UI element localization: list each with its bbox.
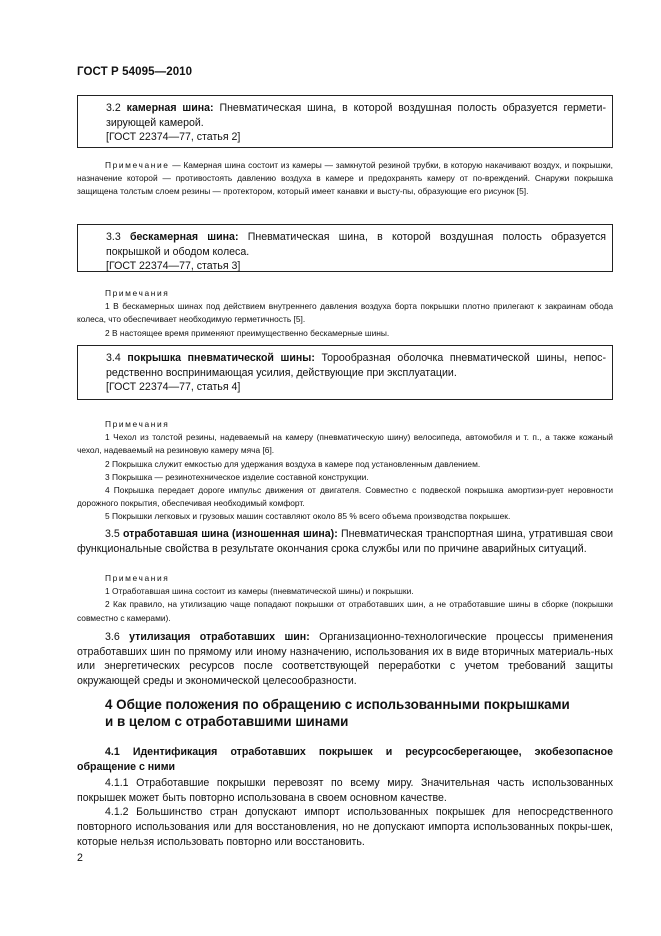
definition-paragraph <box>77 630 613 688</box>
note-item: 3 Покрышка — резинотехническое изделие составной конструкции. <box>105 471 369 482</box>
def-term: камерная шина: <box>126 102 214 114</box>
notes-label: Примечания <box>105 419 170 429</box>
notes-label: Примечания <box>105 573 170 583</box>
notes-3-5 <box>77 572 613 625</box>
definition-3-4 <box>106 351 606 380</box>
paragraph-4-1-2: 4.1.2 Большинство стран допускают импорт использованных покрышек для непосредственного повторного использования или для восстановления, но не допускают импорта использованных покры-шек, которые нельзя использовать повторно или восстановить. <box>77 806 613 848</box>
def-text: Торообразная оболочка пневматической шины, непос-редственно воспринимающая усилия, действующие при эксплуатации. <box>106 352 606 379</box>
def-number: 3.6 <box>105 631 120 643</box>
def-reference: [ГОСТ 22374—77, статья 3] <box>106 260 241 273</box>
paragraph-4-1-1: 4.1.1 Отработавшие покрышки перевозят по всему миру. Значительная часть использованных покрышек может быть повторно использована в своем основном качестве. <box>77 777 613 804</box>
definition-box-3-3 <box>77 224 613 272</box>
def-term: покрышка пневматической шины: <box>127 352 315 364</box>
note-item: 1 Отработавшая шина состоит из камеры (пневматической шины) и покрышки. <box>105 586 414 597</box>
notes-label: Примечания <box>105 288 170 298</box>
def-reference: [ГОСТ 22374—77, статья 2] <box>106 131 241 144</box>
note-item: 2 Как правило, на утилизацию чаще попадают покрышки от отработавших шин, а не отработавшие шины в сборке (покрышки совместно с камерами). <box>77 599 613 623</box>
definition-3-2 <box>106 101 606 130</box>
def-text: Пневматическая шина, в которой воздушная полость образуется покрышкой и ободом колеса. <box>106 231 607 258</box>
def-term: отработавшая шина (изношенная шина): <box>122 528 338 540</box>
section-4-1 <box>77 745 613 849</box>
note-item: 2 В настоящее время применяют преимущественно бескамерные шины. <box>105 327 390 338</box>
doc-header: ГОСТ Р 54095—2010 <box>77 66 193 78</box>
note-item: 1 В бескамерных шинах под действием внутреннего давления воздуха борта покрышки плотно прилегают к закраинам обода колеса, что обеспечивает необходимую герметичность [5]. <box>77 301 613 325</box>
def-text: Пневматическая транспортная шина, утратившая свои функциональные свойства в результате окончания срока службы или по причине аварийных ситуаций. <box>77 528 613 555</box>
notes-3-4 <box>77 418 613 524</box>
note-item: 2 Покрышка служит емкостью для удержания воздуха в камере под установленным давлением. <box>105 458 481 469</box>
definition-box-3-2 <box>77 95 613 148</box>
def-text: Пневматическая шина, в которой воздушная полость образуется гермети-зирующей камерой. <box>106 102 606 129</box>
def-reference: [ГОСТ 22374—77, статья 4] <box>106 381 241 394</box>
def-number: 3.3 <box>106 231 121 243</box>
note-item: 1 Чехол из толстой резины, надеваемый на камеру (пневматическую шину) велосипеда, автомобиля и т. п., а также кожаный чехол, надеваемый на резиновую камеру мяча [6]. <box>77 432 613 456</box>
note-item: 5 Покрышки легковых и грузовых машин составляют около 85 % всего объема производства покрышек. <box>105 511 511 522</box>
subsection-title: 4.1 Идентификация отработавших покрышек и ресурсосберегающее, экобезопасное обращение с ними <box>77 746 613 773</box>
note-label: Примечание <box>105 160 170 170</box>
notes-3-3 <box>77 287 613 340</box>
note-text: — Камерная шина состоит из камеры — замкнутой резиной трубки, в которую накачивают воздух, и покрышки, назначение которой — противостоять давлению воздуха в камере и предохранять камеру от по-вреждений. Снаружи покрышка защищена толстым слоем резины — протектором, который имеет канавки и высту-пы, образующие его рисунок [5]. <box>77 160 614 197</box>
section-title-line: 4 Общие положения по обращению с использованными покрышками <box>105 697 570 712</box>
definition-3-6 <box>77 630 613 688</box>
def-text: Организационно-технологические процессы применения отработавших шин по прямому или иному назначению, использования их в виде вторичных материаль-ных или энергетических ресурсов после соответствующей переработки с учетом требований защиты окружающей среды и экономической целесообразности. <box>77 631 613 687</box>
definition-box-3-4 <box>77 345 613 400</box>
section-title-line: и в целом с отработавшими шинами <box>105 714 349 729</box>
note-paragraph <box>77 159 613 199</box>
section-4-heading <box>77 696 613 730</box>
def-term: бескамерная шина: <box>130 231 239 243</box>
definition-paragraph <box>77 527 613 556</box>
page-number: 2 <box>77 852 83 864</box>
note-3-2 <box>77 159 613 199</box>
definition-3-5 <box>77 527 613 556</box>
def-number: 3.4 <box>106 352 121 364</box>
def-number: 3.5 <box>105 528 120 540</box>
definition-3-3 <box>106 230 606 259</box>
def-number: 3.2 <box>106 102 121 114</box>
def-term: утилизация отработавших шин: <box>129 631 310 643</box>
note-item: 4 Покрышка передает дороге импульс движения от двигателя. Совместно с подвеской покрышка амортизи-рует неровности дорожного покрытия, обеспечивая необходимый комфорт. <box>77 485 613 509</box>
